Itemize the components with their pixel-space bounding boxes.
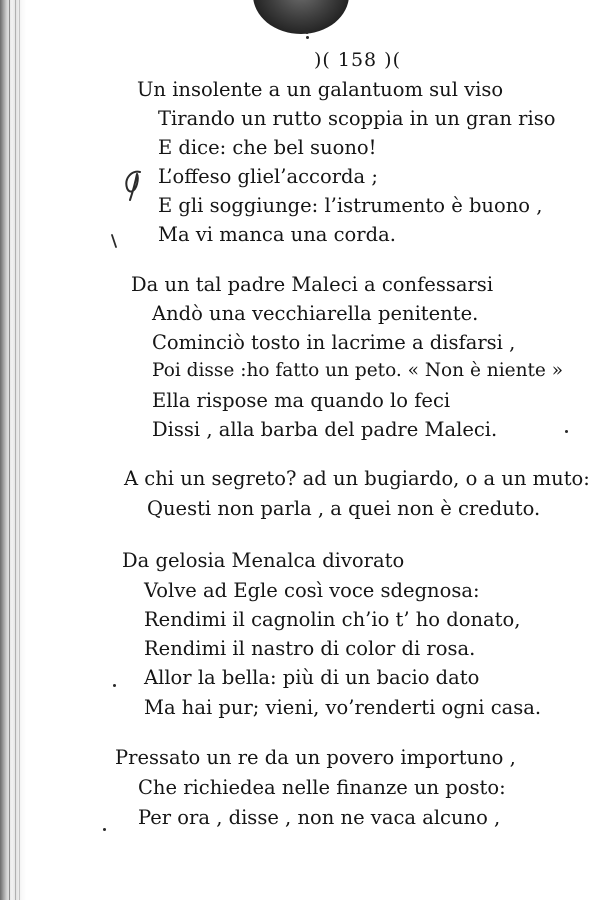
ink-speck bbox=[565, 430, 568, 433]
gutter-line bbox=[9, 0, 10, 900]
verse-line: Un insolente a un galantuom sul viso bbox=[137, 78, 504, 101]
verse-line: Ella rispose ma quando lo feci bbox=[152, 389, 451, 412]
gutter-line bbox=[19, 0, 20, 900]
verse-line: Rendimi il cagnolin ch’io t’ ho donato, bbox=[144, 608, 521, 631]
verse-line: Tirando un rutto scoppia in un gran riso bbox=[158, 107, 556, 130]
verse-line: Che richiedea nelle finanze un posto: bbox=[138, 776, 506, 799]
pencil-mark bbox=[110, 234, 118, 248]
ink-speck bbox=[113, 684, 116, 687]
binding-gutter bbox=[0, 0, 26, 900]
verse-line: Da un tal padre Maleci a confessarsi bbox=[131, 273, 494, 296]
verse-line: Poi disse :ho fatto un peto. « Non è niente » bbox=[152, 360, 564, 381]
pencil-mark bbox=[118, 168, 148, 202]
verse-line: Cominciò tosto in lacrime a disfarsi , bbox=[152, 331, 516, 354]
verse-line: E dice: che bel suono! bbox=[158, 136, 377, 159]
ink-blot bbox=[253, 0, 349, 34]
verse-line: Per ora , disse , non ne vaca alcuno , bbox=[138, 806, 501, 829]
verse-line: Pressato un re da un povero importuno , bbox=[115, 746, 516, 769]
ink-speck bbox=[306, 36, 309, 39]
verse-line: E gli soggiunge: l’istrumento è buono , bbox=[158, 194, 543, 217]
verse-line: Ma vi manca una corda. bbox=[158, 223, 396, 246]
verse-line: Da gelosia Menalca divorato bbox=[122, 549, 405, 572]
verse-line: A chi un segreto? ad un bugiardo, o a un muto: bbox=[124, 467, 590, 490]
verse-line: L’offeso gliel’accorda ; bbox=[158, 165, 378, 188]
verse-line: Dissi , alla barba del padre Maleci. bbox=[152, 418, 498, 441]
page-number: )( 158 )( bbox=[314, 49, 401, 71]
verse-line: Questi non parla , a quei non è creduto. bbox=[147, 497, 541, 520]
verse-line: Volve ad Egle così voce sdegnosa: bbox=[144, 579, 480, 602]
gutter-line bbox=[15, 0, 16, 900]
verse-line: Rendimi il nastro di color di rosa. bbox=[144, 637, 476, 660]
verse-line: Ma hai pur; vieni, vo’renderti ogni casa. bbox=[144, 696, 542, 719]
verse-line: Andò una vecchiarella penitente. bbox=[152, 302, 479, 325]
ink-speck bbox=[103, 828, 106, 831]
verse-line: Allor la bella: più di un bacio dato bbox=[144, 666, 480, 689]
ink-speck bbox=[305, 30, 309, 34]
